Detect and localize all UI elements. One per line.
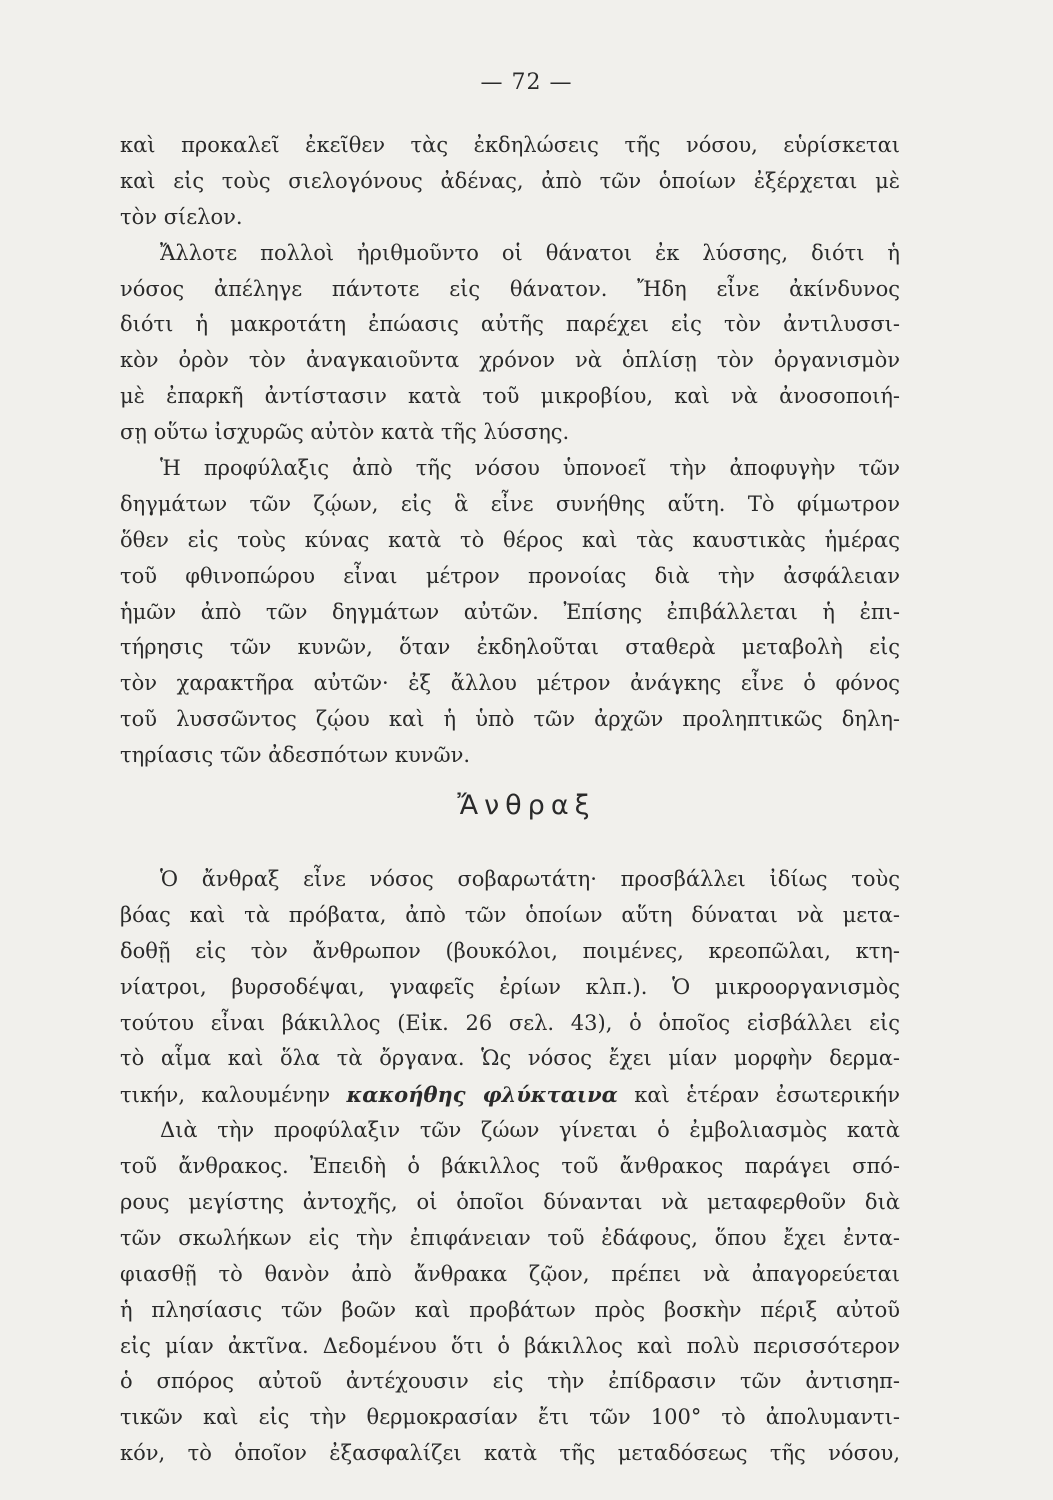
- text-line: σῃ οὕτω ἰσχυρῶς αὐτὸν κατὰ τῆς λύσσης.: [120, 420, 570, 445]
- text-line: τικῶν καὶ εἰς τὴν θερμοκρασίαν ἔτι τῶν 100° τὸ ἀπολυμαντι-: [120, 1405, 900, 1430]
- text-line: Ἄλλοτε πολλοὶ ἠριθμοῦντο οἱ θάνατοι ἐκ λύσσης, διότι ἡ: [160, 240, 900, 265]
- text-line: δηγμάτων τῶν ζῴων, εἰς ἃ εἶνε συνήθης αὕτη. Τὸ φίμωτρον: [120, 491, 900, 516]
- text-line: νόσος ἀπέληγε πάντοτε εἰς θάνατον. Ἤδη εἶνε ἀκίνδυνος: [120, 276, 900, 301]
- text-line: Ἡ προφύλαξις ἀπὸ τῆς νόσου ὑπονοεῖ τὴν ἀποφυγὴν τῶν: [160, 456, 900, 481]
- section-1-text: [120, 128, 900, 774]
- text-line: τηρίασις τῶν ἀδεσπότων κυνῶν.: [120, 743, 471, 768]
- text-segment: καὶ ἑτέραν ἐσωτερικήν: [617, 1083, 900, 1108]
- text-line: ἡμῶν ἀπὸ τῶν δηγμάτων αὐτῶν. Ἐπίσης ἐπιβάλλεται ἡ ἐπι-: [120, 599, 900, 624]
- page-number: — 72 —: [480, 70, 573, 95]
- text-line: τὸ αἷμα καὶ ὅλα τὰ ὄργανα. Ὡς νόσος ἔχει μίαν μορφὴν δερμα-: [120, 1046, 900, 1071]
- text-line: ὁ σπόρος αὐτοῦ ἀντέχουσιν εἰς τὴν ἐπίδρασιν τῶν ἀντισηπ-: [120, 1369, 900, 1394]
- section-2-text: [120, 862, 900, 1472]
- text-line: βόας καὶ τὰ πρόβατα, ἀπὸ τῶν ὁποίων αὕτη δύναται νὰ μετα-: [120, 902, 900, 927]
- text-line: Ὁ ἄνθραξ εἶνε νόσος σοβαρωτάτη· προσβάλλει ἰδίως τοὺς: [160, 867, 900, 891]
- text-line: τοῦ ἄνθρακος. Ἐπειδὴ ὁ βάκιλλος τοῦ ἄνθρακος παράγει σπό-: [120, 1154, 900, 1179]
- text-line: κόν, τὸ ὁποῖον ἐξασφαλίζει κατὰ τῆς μεταδόσεως τῆς νόσου,: [120, 1441, 900, 1466]
- text-line: τὸν σίελον.: [120, 204, 243, 229]
- text-line: νίατροι, βυρσοδέψαι, γναφεῖς ἐρίων κλπ.). Ὁ μικροοργανισμὸς: [120, 974, 900, 999]
- section-heading: Ἄνθραξ: [457, 790, 596, 821]
- text-line: καὶ προκαλεῖ ἐκεῖθεν τὰς ἐκδηλώσεις τῆς νόσου, εὑρίσκεται: [120, 133, 900, 157]
- text-line: ρους μεγίστης ἀντοχῆς, οἱ ὁποῖοι δύνανται νὰ μεταφερθοῦν διὰ: [120, 1190, 900, 1215]
- text-segment: τικήν, καλουμένην: [120, 1083, 347, 1108]
- text-line: εἰς μίαν ἀκτῖνα. Δεδομένου ὅτι ὁ βάκιλλος καὶ πολὺ περισσότερον: [120, 1333, 900, 1358]
- text-line: μὲ ἐπαρκῆ ἀντίστασιν κατὰ τοῦ μικροβίου, καὶ νὰ ἀνοσοποιή-: [120, 384, 900, 409]
- text-line: τοῦ λυσσῶντος ζῴου καὶ ἡ ὑπὸ τῶν ἀρχῶν προληπτικῶς δηλη-: [120, 707, 900, 732]
- text-line: καὶ εἰς τοὺς σιελογόνους ἀδένας, ἀπὸ τῶν ὁποίων ἐξέρχεται μὲ: [120, 168, 900, 193]
- text-line: κὸν ὀρὸν τὸν ἀναγκαιοῦντα χρόνον νὰ ὁπλίσῃ τὸν ὀργανισμὸν: [120, 348, 900, 373]
- text-line: δοθῇ εἰς τὸν ἄνθρωπον (βουκόλοι, ποιμένες, κρεοπῶλαι, κτη-: [120, 938, 900, 963]
- text-line: τῶν σκωλήκων εἰς τὴν ἐπιφάνειαν τοῦ ἐδάφους, ὅπου ἔχει ἐντα-: [120, 1225, 900, 1250]
- text-line-emphasis: [120, 1077, 900, 1113]
- text-line: τούτου εἶναι βάκιλλος (Εἰκ. 26 σελ. 43), ὁ ὁποῖος εἰσβάλλει εἰς: [120, 1010, 900, 1035]
- emphasized-term: κακοήθης φλύκταινα: [346, 1082, 618, 1108]
- text-line: διότι ἡ μακροτάτη ἐπώασις αὐτῆς παρέχει εἰς τὸν ἀντιλυσσι-: [120, 312, 900, 337]
- text-line: τὸν χαρακτῆρα αὐτῶν· ἐξ ἄλλου μέτρον ἀνάγκης εἶνε ὁ φόνος: [120, 671, 900, 696]
- text-line: τοῦ φθινοπώρου εἶναι μέτρον προνοίας διὰ τὴν ἀσφάλειαν: [120, 563, 900, 588]
- text-line: ὅθεν εἰς τοὺς κύνας κατὰ τὸ θέρος καὶ τὰς καυστικὰς ἡμέρας: [120, 527, 900, 552]
- text-line: φιασθῇ τὸ θανὸν ἀπὸ ἄνθρακα ζῷον, πρέπει νὰ ἀπαγορεύεται: [120, 1261, 900, 1286]
- text-line: Διὰ τὴν προφύλαξιν τῶν ζώων γίνεται ὁ ἐμβολιασμὸς κατὰ: [160, 1118, 900, 1143]
- text-line: ἡ πλησίασις τῶν βοῶν καὶ προβάτων πρὸς βοσκὴν πέριξ αὐτοῦ: [120, 1297, 900, 1322]
- text-line: τήρησις τῶν κυνῶν, ὅταν ἐκδηλοῦται σταθερὰ μεταβολὴ εἰς: [120, 635, 900, 660]
